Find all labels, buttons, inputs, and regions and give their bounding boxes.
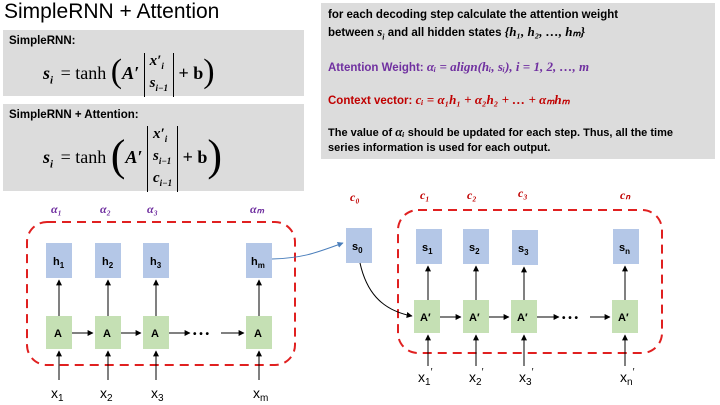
vector-row-x: $x'_i$: [149, 53, 164, 71]
alpha-label: α₃: [147, 202, 158, 216]
svg-text:sn: $s_n$: [619, 242, 631, 256]
s0-to-decoder-arrow: [360, 263, 412, 316]
simplernn-label: SimpleRNN:: [9, 35, 76, 47]
formula-lhs: $s_i$: [43, 147, 54, 171]
encoder-input-xm: $x_m$: [253, 385, 269, 404]
encoder-hidden-h3: [143, 243, 169, 278]
encoder-cell: [143, 316, 169, 349]
encoder-hidden-h2: [95, 243, 121, 278]
encoder-dots: • • •: [193, 329, 210, 340]
vector-row-x: $x'_i$: [152, 126, 168, 144]
decoder-cell: [612, 300, 638, 333]
svg-text:s0: $s_0$: [352, 241, 363, 255]
decoder-cell: [511, 300, 537, 333]
svg-text:s3: $s_3$: [518, 243, 529, 257]
context-label-c0: c₀: [350, 190, 360, 204]
encoder-cell: [246, 316, 272, 349]
paren-close: ): [203, 53, 215, 90]
formula-tanh: = tanh: [60, 147, 107, 168]
svg-text:A′: A′: [469, 312, 480, 324]
context-vector-line: Context vector: cᵢ = α₁h₁ + α₂h₂ + … + αₘhₘ: [328, 92, 570, 107]
svg-text:A: A: [254, 328, 262, 340]
formula-plus-b: + b: [182, 147, 208, 168]
svg-text:h1: $h_1$: [53, 256, 65, 270]
context-vector-formula: cᵢ = α₁h₁ + α₂h₂ + … + αₘhₘ: [415, 92, 570, 107]
context-label: c₂: [467, 188, 477, 202]
encoder-hidden-h1: [46, 243, 72, 278]
paren-close: ): [207, 130, 223, 180]
encoder-input-x1: $x_1$: [51, 385, 64, 404]
svg-text:A′: A′: [618, 312, 629, 324]
page-title: SimpleRNN + Attention: [4, 0, 220, 23]
attention-weight-formula: αᵢ = align(hᵢ, sᵢ), i = 1, 2, …, m: [426, 59, 590, 74]
svg-text:A: A: [151, 328, 159, 340]
formula-lhs: $s_i$: [43, 63, 54, 87]
context-label: c₁: [420, 188, 430, 202]
context-label: c₃: [518, 186, 528, 200]
attention-weight-line: Attention Weight: αᵢ = align(hᵢ, sᵢ), i = 1, 2, …, m: [328, 59, 590, 74]
svg-text:A: A: [54, 328, 62, 340]
encoder-hidden-hm: [246, 243, 272, 278]
hidden-states-set: {h₁, h₂, …, hₘ}: [504, 24, 586, 39]
decoder-state-sn: [613, 229, 639, 264]
formula-tanh: = tanh: [60, 63, 107, 84]
svg-text:A′: A′: [517, 312, 528, 324]
encoder-input-x2: $x_2$: [100, 385, 113, 404]
decoder-input-x1: $x_1'$: [418, 367, 433, 388]
decoder-dots: • • •: [562, 313, 579, 324]
hm-to-s0-link: [272, 243, 343, 259]
note-line-1: The value of αᵢ should be updated for each step. Thus, all the time: [328, 124, 673, 139]
decoder-init-state-s0: [346, 228, 372, 263]
decoder-input-x3: $x_3'$: [519, 367, 534, 388]
svg-text:hm: $h_m$: [251, 256, 265, 270]
alpha-label: α₁: [51, 202, 62, 216]
info-line-1: for each decoding step calculate the attention weight: [328, 9, 619, 21]
vector-row-s: $s_{i-1}$: [149, 75, 168, 93]
info-s-var: $s_i$: [377, 24, 385, 42]
formula-A: A′: [122, 63, 140, 84]
svg-text:A: A: [103, 328, 111, 340]
svg-text:s2: $s_2$: [469, 242, 480, 256]
alpha-label: αₘ: [250, 202, 265, 216]
note-line-2: series information is used for each output.: [328, 142, 551, 154]
paren-open: (: [110, 130, 126, 180]
attention-rnn-label: SimpleRNN + Attention:: [9, 109, 139, 121]
decoder-cell: [414, 300, 440, 333]
decoder-input-xn: $x_n'$: [620, 367, 635, 388]
svg-text:s1: $s_1$: [422, 242, 433, 256]
encoder-cell: [95, 316, 121, 349]
vector-row-c: $c_{i-1}$: [152, 170, 173, 188]
decoder-state-s3: [512, 230, 538, 265]
paren-open: (: [110, 53, 123, 90]
encoder-cell: [46, 316, 72, 349]
decoder-state-s1: [416, 229, 442, 264]
note-alpha: αᵢ: [395, 124, 405, 139]
decoder-cell: [463, 300, 489, 333]
info-line-2: between $s_i$ and all hidden states {h₁, h₂, …, hₘ}: [328, 24, 586, 42]
context-label: cₙ: [620, 188, 631, 202]
svg-text:h3: $h_3$: [150, 256, 162, 270]
alpha-label: α₂: [100, 202, 111, 216]
svg-text:h2: $h_2$: [102, 256, 114, 270]
encoder-input-x3: $x_3$: [151, 385, 164, 404]
formula-plus-b: + b: [178, 63, 204, 84]
decoder-input-x2: $x_2'$: [469, 367, 484, 388]
svg-text:A′: A′: [420, 312, 431, 324]
formula-A: A′: [125, 147, 143, 168]
vector-row-s: $s_{i-1}$: [152, 148, 172, 166]
decoder-state-s2: [463, 229, 489, 264]
